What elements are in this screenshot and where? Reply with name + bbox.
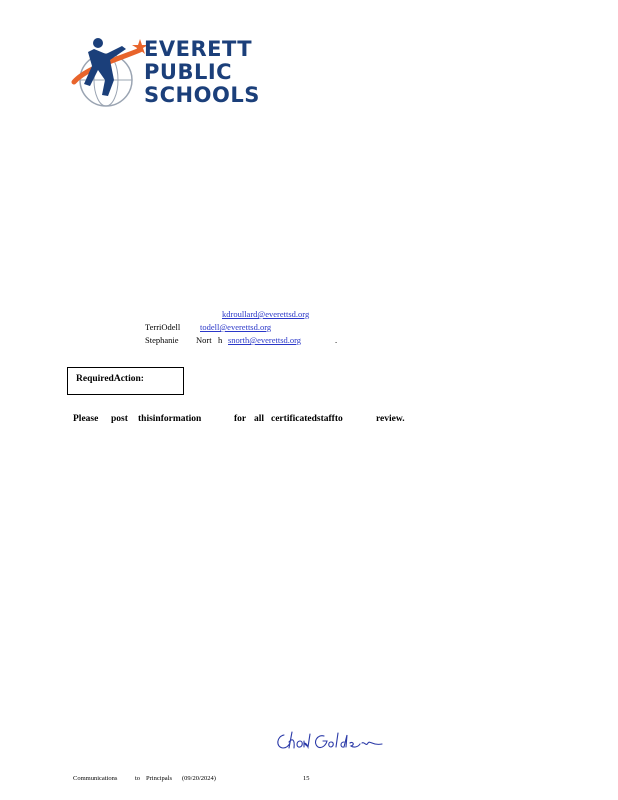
- contact-name-terri: TerriOdell: [145, 322, 181, 332]
- district-logo: [70, 36, 260, 110]
- contact-first-stephanie: Stephanie: [145, 335, 179, 345]
- logo-wordmark: [144, 38, 260, 107]
- signature-image: [274, 730, 384, 752]
- logo-line-everett: EVERETT: [144, 37, 253, 61]
- footer-date: (09/20/2024): [182, 775, 216, 782]
- action-word-review: review.: [376, 414, 405, 424]
- required-action-label: RequiredAction:: [76, 374, 144, 384]
- runner-globe-icon: [70, 36, 150, 110]
- footer-to: to: [135, 775, 141, 782]
- logo-line-schools: SCHOOLS: [144, 83, 260, 107]
- action-word-all: all: [254, 414, 265, 424]
- contact-email-snorth[interactable]: snorth@everettsd.org: [228, 335, 302, 345]
- action-word-post: post: [111, 414, 128, 424]
- footer-principals: Principals: [146, 775, 172, 782]
- required-action-box: [67, 367, 184, 395]
- footer-communications: Communications: [73, 775, 118, 782]
- logo-line-public: PUBLIC: [144, 60, 233, 84]
- contact-email-kdroullard[interactable]: kdroullard@everettsd.org: [222, 309, 310, 319]
- contact-email-todell[interactable]: todell@everettsd.org: [200, 322, 272, 332]
- action-word-for: for: [234, 414, 247, 424]
- contact-last-part-b: h: [218, 335, 223, 345]
- action-word-please: Please: [73, 414, 99, 424]
- footer-page-number: 15: [303, 775, 310, 782]
- contact-trailing-period: .: [335, 335, 338, 345]
- action-word-thisinformation: thisinformation: [138, 414, 202, 424]
- contact-last-part-a: Nort: [196, 335, 212, 345]
- action-word-certificatedstaffto: certificatedstaffto: [271, 414, 343, 424]
